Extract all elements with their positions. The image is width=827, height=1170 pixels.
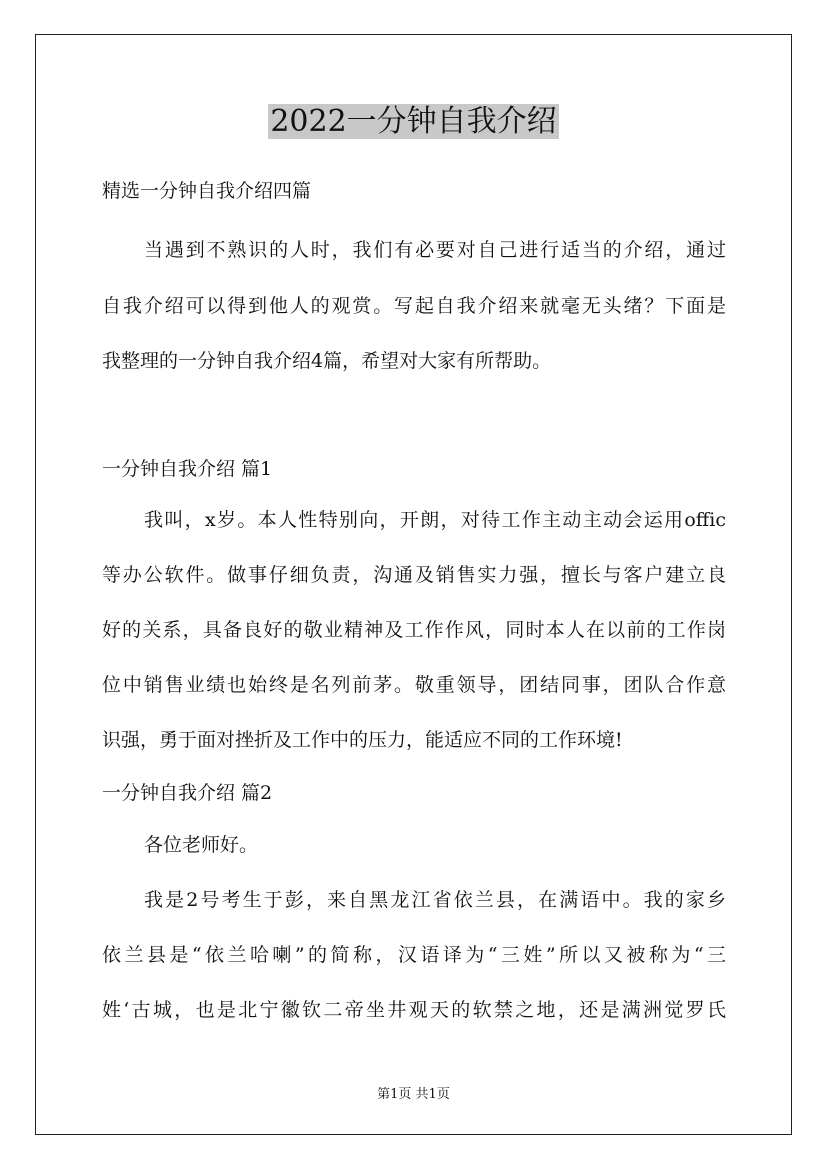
page-footer: 第1页 共1页 — [377, 1087, 450, 1102]
section-2-line-2: 依兰县是“依兰哈喇”的简称，汉语译为“三姓”所以又被称为“三 — [102, 944, 726, 966]
section-1-line-1: 我叫，x岁。本人性特别向，开朗，对待工作主动主动会运用offic — [144, 509, 726, 531]
document-subtitle: 精选一分钟自我介绍四篇 — [102, 180, 312, 202]
section-1-line-5: 识强，勇于面对挫折及工作中的压力，能适应不同的工作环境! — [102, 729, 623, 751]
section-1-line-2: 等办公软件。做事仔细负责，沟通及销售实力强，擅长与客户建立良 — [102, 564, 726, 586]
section-2-line-1: 我是2号考生于彭，来自黑龙江省依兰县，在满语中。我的家乡 — [144, 889, 726, 911]
intro-line-3: 我整理的一分钟自我介绍4篇，希望对大家有所帮助。 — [102, 350, 552, 372]
section-2-greeting: 各位老师好。 — [144, 834, 259, 856]
section-2-heading: 一分钟自我介绍 篇2 — [102, 782, 273, 804]
intro-line-1: 当遇到不熟识的人时，我们有必要对自己进行适当的介绍，通过 — [144, 239, 726, 261]
section-2-line-3: 姓‘古城，也是北宁徽钦二帝坐井观天的软禁之地，还是满洲觉罗氏 — [102, 999, 726, 1021]
document-title — [0, 100, 827, 144]
document-title-text: 2022一分钟自我介绍 — [270, 104, 557, 139]
section-1-heading: 一分钟自我介绍 篇1 — [102, 458, 273, 480]
section-1-line-3: 好的关系，具备良好的敬业精神及工作作风，同时本人在以前的工作岗 — [102, 619, 726, 641]
intro-line-2: 自我介绍可以得到他人的观赏。写起自我介绍来就毫无头绪？下面是 — [102, 295, 726, 317]
section-1-line-4: 位中销售业绩也始终是名列前茅。敬重领导，团结同事，团队合作意 — [102, 674, 726, 696]
